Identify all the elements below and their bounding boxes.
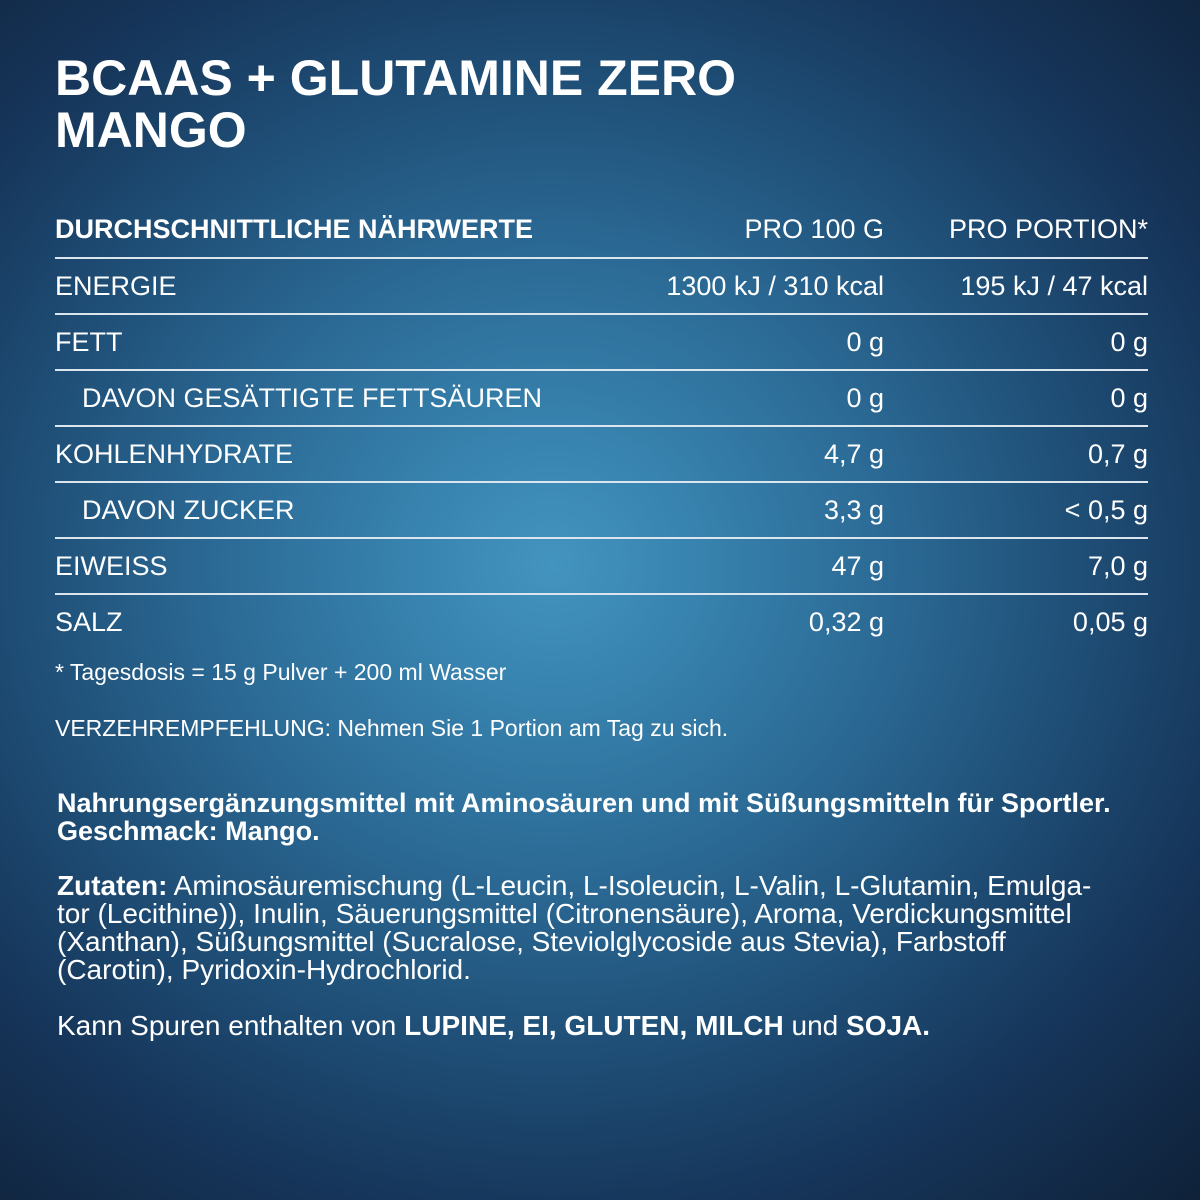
ingredients-line: tor (Lecithine)), Inulin, Säuerungsmittel (Citronensäure), Aroma, Verdickungsmittel: [57, 898, 1072, 929]
product-name: BCAAS + GLUTAMINE ZERO: [55, 50, 737, 106]
allergen-notice: [57, 1012, 930, 1040]
allergen-conjunction: und: [791, 1010, 839, 1041]
row-value-per-100g: 3,3 g: [823, 495, 884, 525]
row-label: SALZ: [55, 607, 123, 637]
ingredients-line: (Xanthan), Süßungsmittel (Sucralose, Steviolglycoside aus Stevia), Farbstoff: [57, 926, 1006, 957]
row-value-per-portion: 0,7 g: [1087, 439, 1148, 469]
row-value-per-portion: < 0,5 g: [1064, 495, 1148, 525]
row-value-per-100g: 0,32 g: [808, 607, 884, 637]
product-description: [57, 789, 1111, 845]
row-value-per-100g: 0 g: [846, 383, 884, 413]
serving-footnote: * Tagesdosis = 15 g Pulver + 200 ml Wasser: [55, 659, 507, 685]
header-per-100g: PRO 100 G: [744, 214, 884, 244]
nutrition-row-saturated-fat: [55, 369, 1148, 425]
row-value-per-100g: 1300 kJ / 310 kcal: [666, 271, 884, 301]
allergen-list: LUPINE, EI, GLUTEN, MILCH: [404, 1010, 784, 1041]
consumption-recommendation: VERZEHREMPFEHLUNG: Nehmen Sie 1 Portion am Tag zu sich.: [55, 715, 729, 741]
row-label: EIWEISS: [55, 551, 168, 581]
ingredients-line: (Carotin), Pyridoxin-Hydrochlorid.: [57, 954, 471, 985]
row-label: DAVON ZUCKER: [82, 495, 295, 525]
nutrition-row-protein: [55, 537, 1148, 593]
ingredients-list: [57, 872, 1091, 984]
ingredients-label: Zutaten:: [57, 870, 168, 901]
row-value-per-portion: 195 kJ / 47 kcal: [960, 271, 1148, 301]
description-text: Nahrungsergänzungsmittel mit Aminosäuren und mit Süßungsmitteln für Sportler.: [57, 788, 1111, 818]
nutrition-table: [55, 201, 1148, 649]
flavor-text: Geschmack: Mango.: [57, 816, 320, 846]
row-value-per-100g: 47 g: [831, 551, 884, 581]
product-flavor: MANGO: [55, 102, 247, 158]
header-per-portion: PRO PORTION*: [948, 214, 1148, 244]
nutrition-table-header: [55, 201, 1148, 257]
row-value-per-portion: 0,05 g: [1072, 607, 1148, 637]
row-label: KOHLENHYDRATE: [55, 439, 294, 469]
nutrition-row-sugar: [55, 481, 1148, 537]
row-value-per-100g: 0 g: [846, 327, 884, 357]
ingredients-text: Aminosäuremischung (L-Leucin, L-Isoleucin, L-Valin, L-Glutamin, Emulga-: [173, 870, 1092, 901]
nutrition-row-carbohydrates: [55, 425, 1148, 481]
allergen-last: SOJA.: [846, 1010, 931, 1041]
row-label: DAVON GESÄTTIGTE FETTSÄUREN: [82, 383, 543, 413]
nutrition-row-energy: [55, 257, 1148, 313]
nutrition-row-salt: [55, 593, 1148, 649]
row-label: ENERGIE: [55, 271, 177, 301]
nutrition-row-fat: [55, 313, 1148, 369]
row-value-per-portion: 7,0 g: [1087, 551, 1148, 581]
row-value-per-100g: 4,7 g: [823, 439, 884, 469]
header-label: DURCHSCHNITTLICHE NÄHRWERTE: [55, 214, 533, 244]
row-value-per-portion: 0 g: [1110, 327, 1148, 357]
row-label: FETT: [55, 327, 123, 357]
row-value-per-portion: 0 g: [1110, 383, 1148, 413]
allergen-intro: Kann Spuren enthalten von: [57, 1010, 397, 1041]
product-title: [55, 52, 736, 156]
ingredients-line: [57, 872, 1091, 900]
